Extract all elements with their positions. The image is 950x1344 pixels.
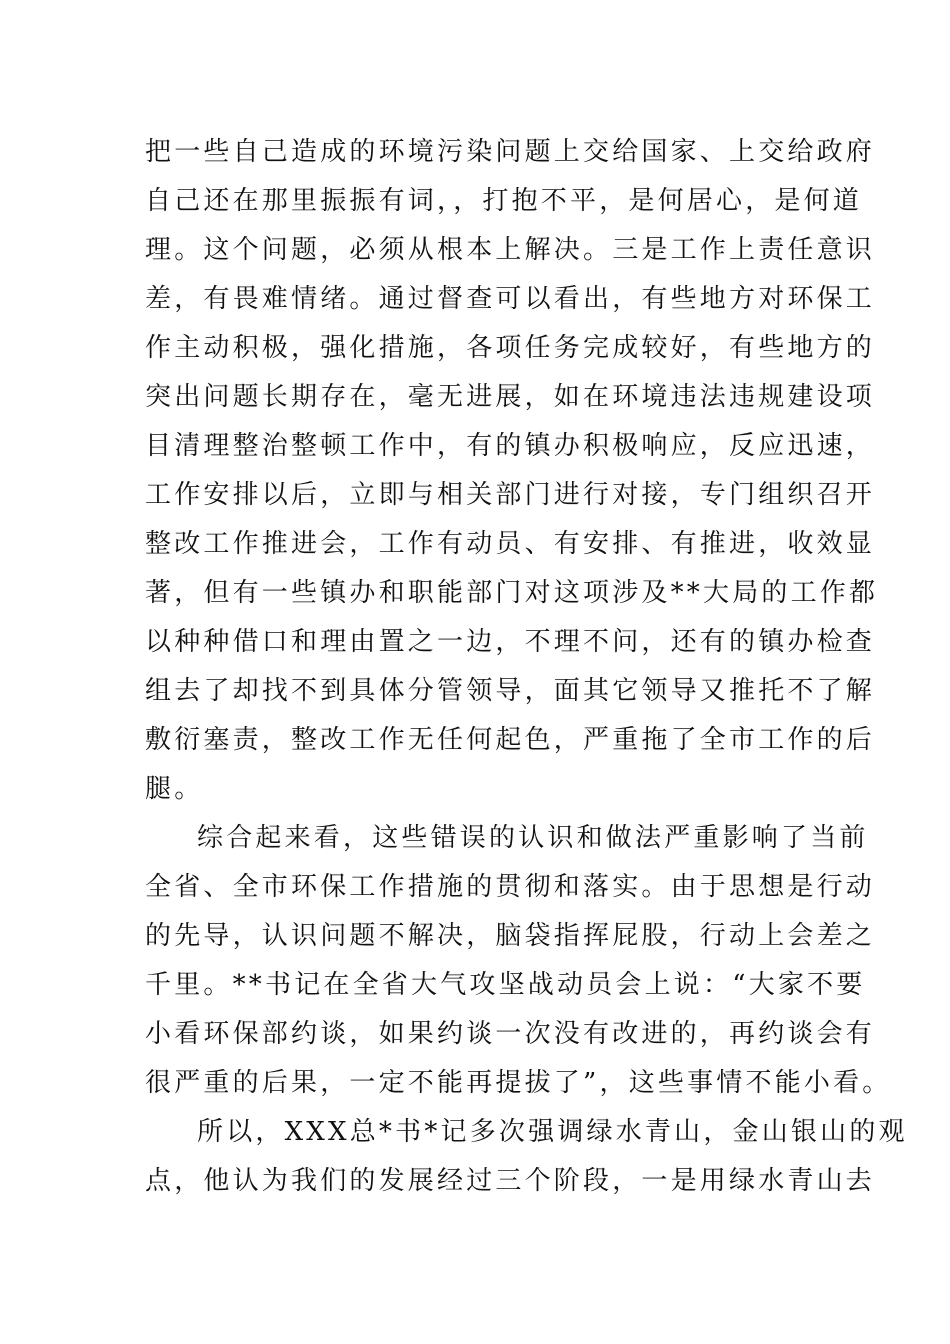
paragraph-line: 自己还在那里振振有词，，打抱不平，是何居心，是何道 (145, 186, 863, 216)
paragraph-line: 理。这个问题，必须从根本上解决。三是工作上责任意识 (145, 235, 876, 265)
document-body (145, 128, 908, 1206)
paragraph-line: 以种种借口和理由置之一边，不理不问，还有的镇办检查 (145, 627, 876, 657)
paragraph-line: 腿。 (145, 774, 204, 804)
paragraph-line: 综合起来看，这些错误的认识和做法严重影响了当前 (197, 823, 869, 853)
paragraph-2 (145, 814, 892, 1108)
paragraph-line: 点，他认为我们的发展经过三个阶段，一是用绿水青山去 (145, 1166, 876, 1196)
paragraph-line: 突出问题长期存在，毫无进展，如在环境违法违规建设项 (145, 382, 876, 412)
paragraph-line: 敷衍塞责，整改工作无任何起色，严重拖了全市工作的后 (145, 725, 876, 755)
paragraph-line: 全省、全市环保工作措施的贯彻和落实。由于思想是行动 (145, 872, 876, 902)
paragraph-line: 组去了却找不到具体分管领导，面其它领导又推托不了解 (145, 676, 876, 706)
paragraph-line: 的先导，认识问题不解决，脑袋指挥屁股，行动上会差之 (145, 921, 876, 951)
paragraph-line: 把一些自己造成的环境污染问题上交给国家、上交给政府 (145, 137, 876, 167)
paragraph-line: 差，有畏难情绪。通过督查可以看出，有些地方对环保工 (145, 284, 876, 314)
paragraph-1 (145, 128, 879, 814)
paragraph-line: 千里。**书记在全省大气攻坚战动员会上说：“大家不要 (145, 970, 866, 1000)
paragraph-line: 著，但有一些镇办和职能部门对这项涉及**大局的工作都 (145, 578, 879, 608)
paragraph-line: 作主动积极，强化措施，各项任务完成较好，有些地方的 (145, 333, 876, 363)
paragraph-3 (145, 1108, 908, 1206)
paragraph-line: 工作安排以后，立即与相关部门进行对接，专门组织召开 (145, 480, 876, 510)
paragraph-line: 所以，XXX总*书*记多次强调绿水青山，金山银山的观 (197, 1117, 908, 1147)
paragraph-line: 整改工作推进会，工作有动员、有安排、有推进，收效显 (145, 529, 876, 559)
paragraph-line: 小看环保部约谈，如果约谈一次没有改进的，再约谈会有 (145, 1019, 876, 1049)
paragraph-line: 目清理整治整顿工作中，有的镇办积极响应，反应迅速， (145, 431, 876, 461)
paragraph-line: 很严重的后果，一定不能再提拔了”，这些事情不能小看。 (145, 1068, 892, 1098)
